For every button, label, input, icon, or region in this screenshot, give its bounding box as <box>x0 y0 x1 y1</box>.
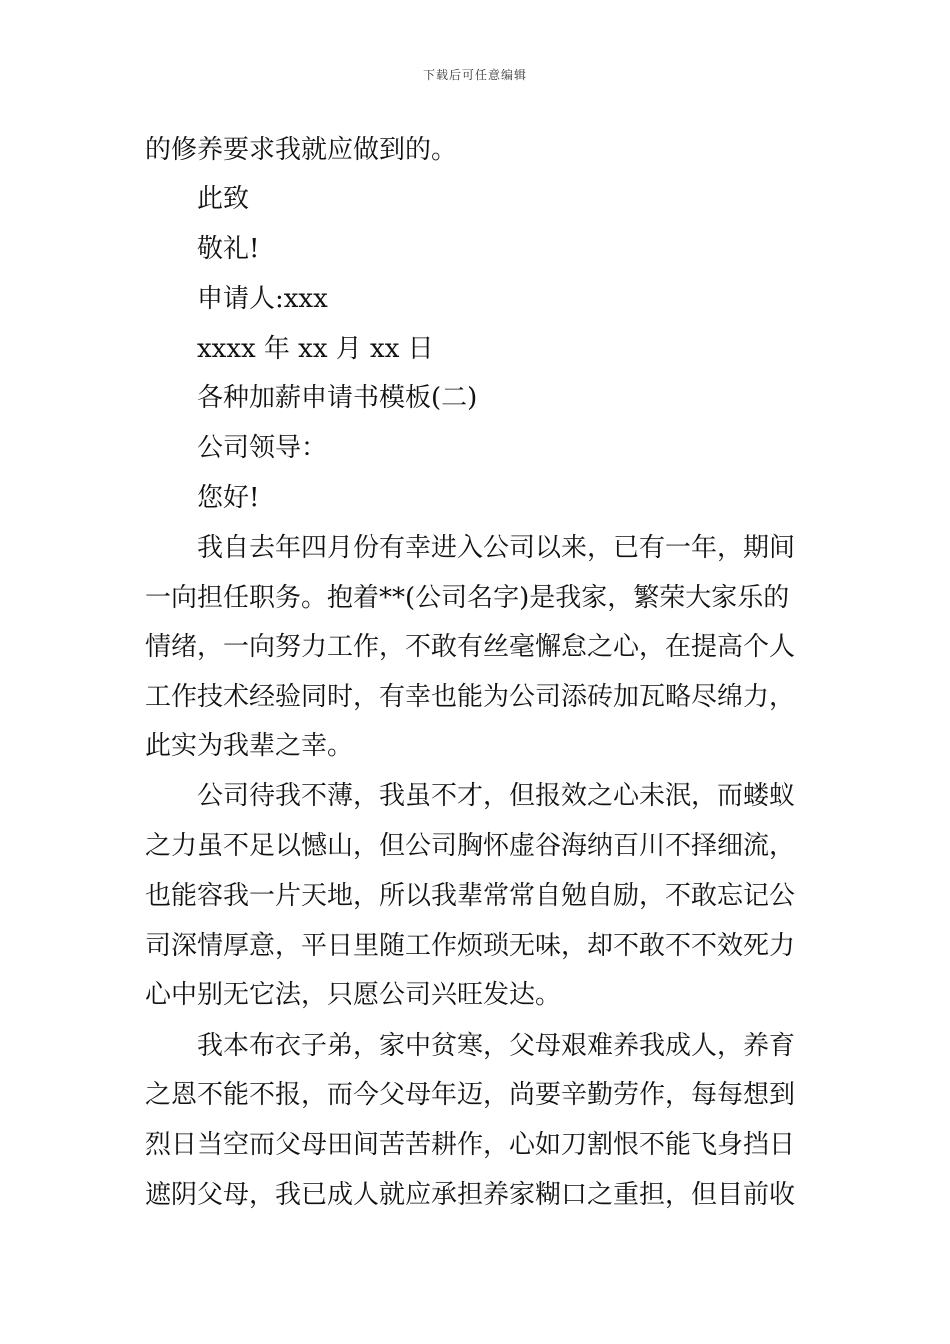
text-line: 心中别无它法，只愿公司兴旺发达。 <box>145 980 562 1010</box>
text-line: 之力虽不足以憾山，但公司胸怀虚谷海纳百川不择细流， <box>145 831 796 861</box>
text-line: 一向担任职务。抱着**(公司名字)是我家，繁荣大家乐的 <box>145 583 790 613</box>
text-line: 此致 <box>197 184 250 214</box>
text-line: 此实为我辈之幸。 <box>145 731 354 761</box>
text-line: 您好! <box>197 483 260 513</box>
text-line: 公司领导： <box>197 433 328 463</box>
text-line: 之恩不能不报，而今父母年迈，尚要辛勤劳作，每每想到 <box>145 1080 796 1110</box>
text-line: 公司待我不薄，我虽不才，但报效之心未泯，而蝼蚁 <box>197 781 796 811</box>
text-line: 也能容我一片天地，所以我辈常常自勉自励，不敢忘记公 <box>145 881 796 911</box>
text-line: 我本布衣子弟，家中贫寒，父母艰难养我成人，养育 <box>197 1031 796 1061</box>
text-line: 我自去年四月份有幸进入公司以来，已有一年，期间 <box>197 533 796 563</box>
text-line: 遮阴父母，我已成人就应承担养家糊口之重担，但目前收 <box>145 1180 796 1210</box>
page-header-note: 下载后可任意编辑 <box>422 68 527 82</box>
text-line: xxxx 年 xx 月 xx 日 <box>197 334 434 364</box>
text-line: 烈日当空而父母田间苦苦耕作，心如刀割恨不能飞身挡日 <box>145 1130 796 1160</box>
text-line: 申请人:xxx <box>197 284 328 314</box>
text-line: 工作技术经验同时，有幸也能为公司添砖加瓦略尽绵力， <box>145 682 796 712</box>
text-line: 敬礼! <box>197 234 260 264</box>
section-title: 各种加薪申请书模板(二) <box>197 383 478 413</box>
text-line: 情绪，一向努力工作，不敢有丝毫懈怠之心，在提高个人 <box>145 632 796 662</box>
text-line: 的修养要求我就应做到的。 <box>145 135 458 165</box>
text-line: 司深情厚意，平日里随工作烦琐无味，却不敢不不效死力 <box>145 931 796 961</box>
